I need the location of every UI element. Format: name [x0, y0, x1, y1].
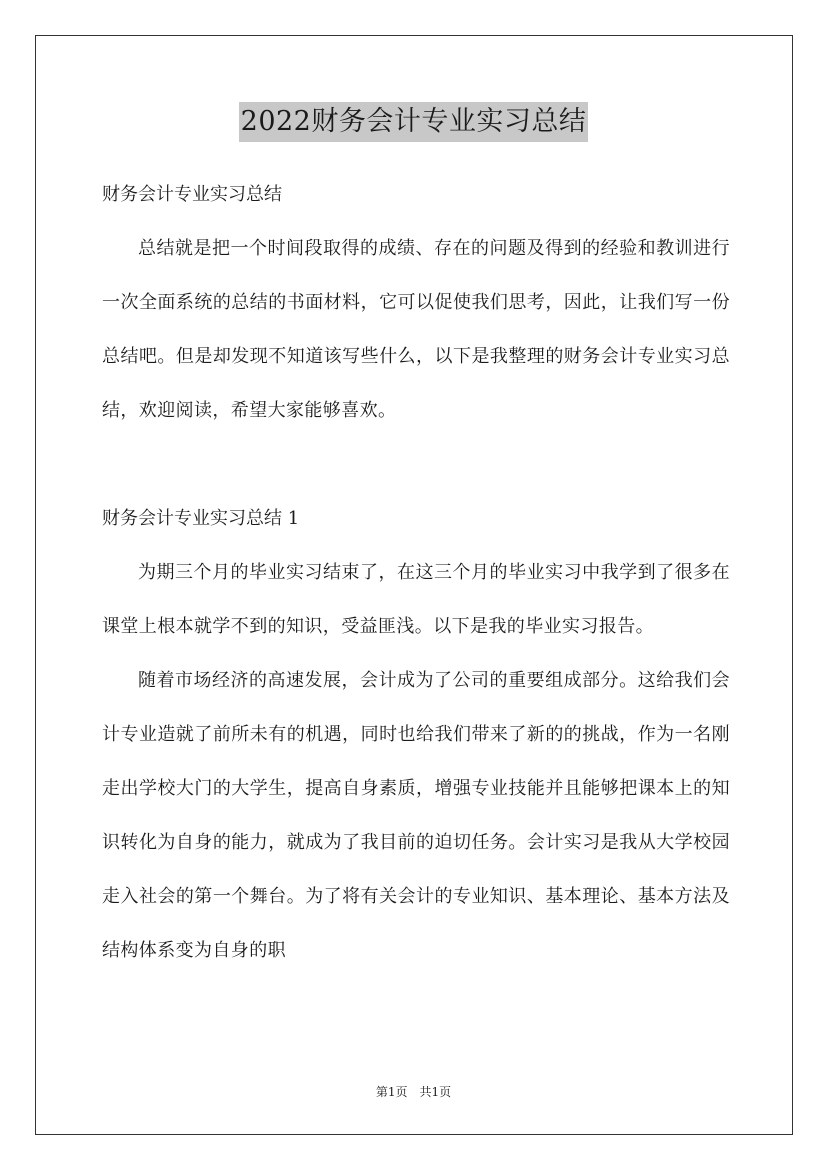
paragraph: 为期三个月的毕业实习结束了，在这三个月的毕业实习中我学到了很多在课堂上根本就学不到的知识，受益匪浅。以下是我的毕业实习报告。	[102, 562, 730, 637]
title-container	[0, 102, 827, 142]
document-body	[102, 168, 730, 978]
section-heading: 财务会计专业实习总结 1	[102, 508, 300, 529]
paragraph: 总结就是把一个时间段取得的成绩、存在的问题及得到的经验和教训进行一次全面系统的总结的书面材料，它可以促使我们思考，因此，让我们写一份总结吧。但是却发现不知道该写些什么，以下是我整理的财务会计专业实习总结，欢迎阅读，希望大家能够喜欢。	[102, 238, 730, 421]
document-title: 2022财务会计专业实习总结	[239, 102, 589, 142]
section-spacer	[102, 438, 730, 492]
section-heading: 财务会计专业实习总结	[102, 184, 282, 205]
page-number-footer: 第1页 共1页	[375, 1085, 452, 1099]
paragraph: 随着市场经济的高速发展，会计成为了公司的重要组成部分。这给我们会计专业造就了前所未有的机遇，同时也给我们带来了新的的挑战，作为一名刚走出学校大门的大学生，提高自身素质，增强专业技能并且能够把课本上的知识转化为自身的能力，就成为了我目前的迫切任务。会计实习是我从大学校园走入社会的第一个舞台。为了将有关会计的专业知识、基本理论、基本方法及结构体系变为自身的职	[102, 670, 730, 961]
